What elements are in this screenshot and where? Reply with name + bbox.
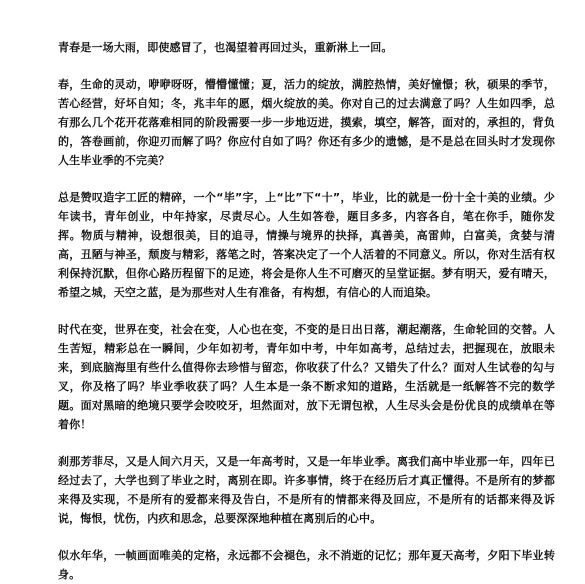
- paragraph-intro: 青春是一场大雨，即使感冒了，也渴望着再回过头，重新淋上一回。: [58, 41, 393, 54]
- paragraph-changing-times: 时代在变，世界在变，社会在变，人心也在变，不变的是日出日落，潮起潮落，生命轮回的交替。人生苦短，精彩总在一瞬间，少年如初考，青年如中考，中年如高考，总结过去，把握现在，放眼未来，到底脑海里有些什么值得你去珍惜与留恋，你收获了什么？又错失了什么？面对人生试卷的勾与叉，你及格了吗？毕业季收获了吗？人生本是一条不断求知的道路，生活就是一纸解答不完的数学题。面对黑暗的绝境只要学会咬咬牙，坦然面对，放下无谓包袱，人生尽头会是份优良的成绩单在等着你！: [58, 323, 555, 431]
- paragraph-gap: [58, 434, 555, 452]
- paragraph-gap: [58, 57, 555, 75]
- paragraph-gap: [58, 528, 555, 546]
- paragraph-gap: [58, 302, 555, 320]
- paragraph-character-bi: 总是赞叹造字工匠的精碎，一个“毕”字，上“比”下“十”，毕业，比的就是一份十全十美的业绩。少年读书，青年创业，中年持家，尽责尽心。人生如答卷，题目多多，内容各自，笔在你手，随你发挥。物质与精神，设想很美，目的追寻，情操与境界的抉择，真善美，高雷帅，白富美，贪婪与清高，丑陋与神圣，颓废与精彩，落笔之时，答案决定了一个人活着的不同意义。所以，你对生活有权利保持沉默，但你心路历程留下的足迹，将会是你人生不可磨灭的呈堂证据。梦有明天，爱有晴天，希望之城，天空之蓝，是为那些对人生有准备，有构想，有信心的人而追染。: [58, 191, 555, 299]
- paragraph-closing: 似水年华，一帧画面唯美的定格，永远都不会褪色，永不消逝的记忆；那年夏天高考，夕阳下毕业转身。: [58, 549, 555, 581]
- paragraph-gap: [58, 170, 555, 188]
- paragraph-graduation-season: 刹那芳菲尽，又是人间六月天，又是一年高考时，又是一年毕业季。离我们高中毕业那一年，四年已经过去了，大学也到了毕业之时，离别在即。许多事情，终于在经历后才真正懂得。不是所有的梦都来得及实现，不是所有的爱都来得及告白，不是所有的情都来得及回应，不是所有的话都来得及诉说，悔恨，忧伤，内疚和思念，总要深深地种植在离别后的心中。: [58, 455, 555, 525]
- paragraph-seasons: 春，生命的灵动，咿咿呀呀，懵懵懂懂；夏，活力的绽放，满腔热情，美好憧憬；秋，硕果的季节，苦心经营，好坏自知；冬，兆丰年的愿，烟火绽放的美。你对自己的过去满意了吗？人生如四季，总有那么几个花开花落难相同的阶段需要一步一步地迈进，摸索，填空，解答，面对的，承担的，背负的，答卷画前，你迎刃而解了吗？你应付自如了吗？你还有多少的遗憾，是不是总在回头时才发现你人生毕业季的不完美？: [58, 78, 555, 167]
